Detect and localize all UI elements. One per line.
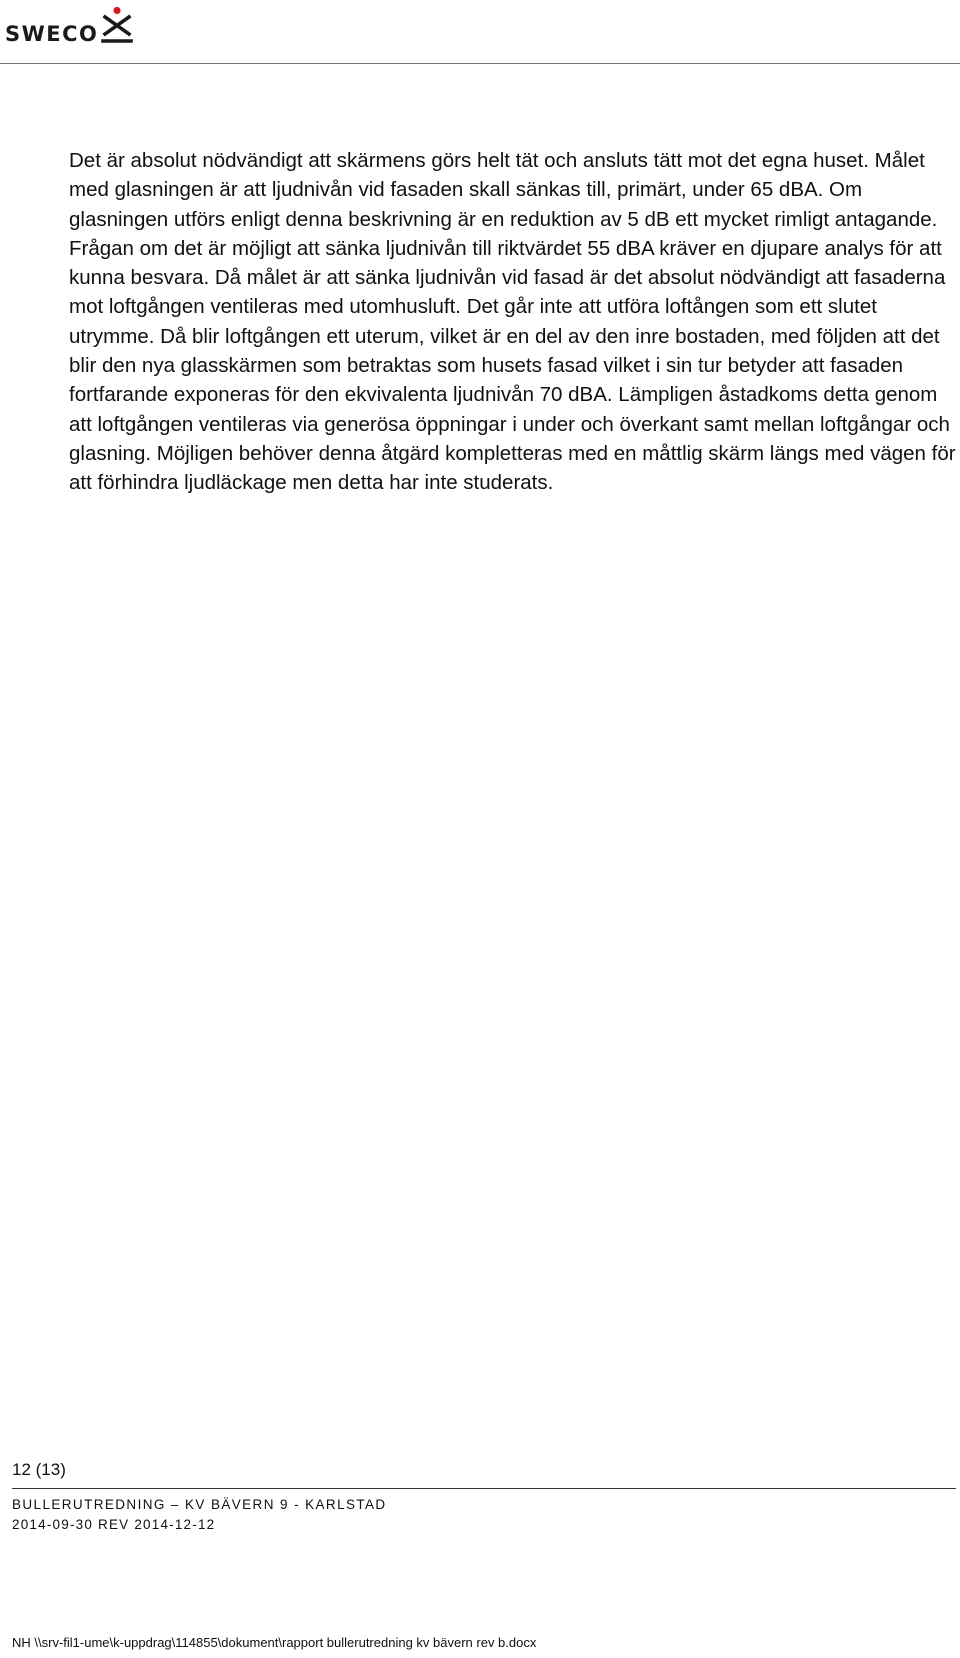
footer-divider [12,1488,956,1489]
footer-file-path: NH \\srv-fil1-ume\k-uppdrag\114855\dokument\rapport bullerutredning kv bävern rev b.docx [12,1635,537,1650]
logo-wordmark: SWECO [5,22,99,46]
body-text [69,146,957,498]
sweco-figure-icon [100,6,134,49]
header-divider [0,63,960,64]
body-paragraph: Det är absolut nödvändigt att skärmens görs helt tät och ansluts tätt mot det egna huset. Målet med glasningen är att ljudnivån vid fasaden skall sänkas till, primärt, under 65 dBA. Om glasningen utförs enligt denna beskrivning är en reduktion av 5 dB ett mycket rimligt antagande. Frågan om det är möjligt att sänka ljudnivån till riktvärdet 55 dBA kräver en djupare analys för att kunna besvara. Då målet är att sänka ljudnivån vid fasad är det absolut nödvändigt att fasaderna mot loftgången ventileras med utomhusluft. Det går inte att utföra loftången som ett slutet utrymme. Då blir loftgången ett uterum, vilket är en del av den inre bostaden, med följden att det blir den nya glasskärmen som betraktas som husets fasad vilket i sin tur betyder att fasaden fortfarande exponeras för den ekvivalenta ljudnivån 70 dBA. Lämpligen åstadkoms detta genom att loftgången ventileras via generösa öppningar i under och överkant samt mellan loftgångar och glasning. Möjligen behöver denna åtgärd kompletteras med en måttlig skärm längs med vägen för att förhindra ljudläckage men detta har inte studerats. [69,149,956,495]
page-number: 12 (13) [12,1460,66,1479]
footer-report-title: BULLERUTREDNING – KV BÄVERN 9 - KARLSTAD [12,1497,387,1512]
footer-date: 2014-09-30 REV 2014-12-12 [12,1517,216,1532]
sweco-logo [5,6,134,49]
page-header [0,0,960,66]
